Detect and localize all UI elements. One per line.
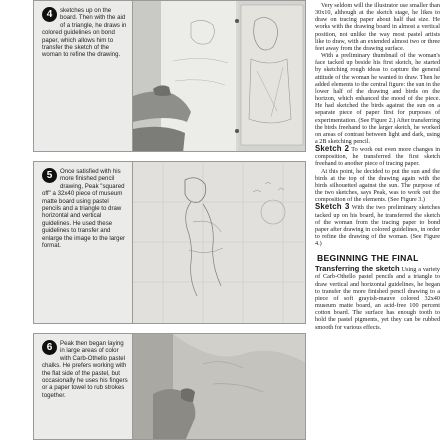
step-4-panel (33, 0, 306, 152)
step-5-caption: Once satisfied with his more finished pencil drawing, Peak "squared off" a 32x40 piece of museum matte board using pastel pencils and a triangle to draw horizontal and vertical guidelines. He used these guidelines to transfer and enlarge the image to the larger format. (42, 168, 125, 250)
pastel-application-photo (133, 334, 305, 439)
step-4-caption-box (34, 1, 132, 151)
sketch-2-paragraph (315, 145, 440, 167)
gridded-matte-board-drawing (133, 162, 305, 323)
body-paragraph-2: With a preliminary thumbnail of the woman's face tacked up beside his first sketch, he started by sketching rough ideas to capture the general attitude of the woman he wanted to draw. Then he added elements to the central figure: the sun in the lower half of the drawing and birds on the horizon, which enhanced the mood of the piece. He had sketched the birds against the sun on a separate piece of paper first for purposes of experimentation. (See Figure 2.) After transferring the birds freehand to the larger sketch, he worked on areas of contrast between light and dark, using a 2B sketching pencil. (315, 52, 440, 145)
step-6-caption: Peak then began laying in large areas of color with Carb-Othello pastel chalks. He prefers working with the flat side of the pastel, but occasionally he uses his fingers or a paper towel to rub strokes together. (42, 340, 128, 399)
article-text-column (313, 0, 440, 440)
step-5-panel (33, 161, 306, 324)
sketch-3-text: With the two preliminary sketches tacked up on his board, he transferred the sketch of the woman from the tracing paper to bond paper after drawing in colored guidelines, in order to refine the drawing of the woman. (See Figure 4.) (315, 204, 440, 248)
step-6-panel (33, 333, 306, 440)
sketch-3-paragraph (315, 203, 440, 247)
section-heading: BEGINNING THE FINAL (317, 253, 419, 264)
step-4-photo (132, 1, 305, 151)
step-6-photo (132, 334, 305, 439)
artist-pinning-sketch-illustration (133, 1, 305, 151)
sketch-2-label: Sketch 2 (315, 144, 350, 154)
body-paragraph-1: Very seldom will the illustrator use smaller than 30x10, although at the sketch stage, he likes to draw on tracing paper about half that size. He works with the drawing board in almost a vertical position, not unlike the way most pastel artists like to draw, with an extended almost two or three feet away from the drawing surface. (315, 2, 440, 52)
transfer-text: Using a variety of Carb-Othello pastel pencils and a triangle to draw vertical and horizontal guidelines, he began to transfer the more finished pencil drawing to a piece of soft grayish-mauve colored 32x40 museum matte board, an acid-free 100 percent cotton board. The surface has enough tooth to hold the pastel pigments, yet they can be rubbed smooth for various effects. (315, 266, 440, 331)
step-4-number-badge: 4 (42, 7, 57, 22)
step-5-photo (132, 162, 305, 323)
step-6-number-badge: 6 (42, 340, 57, 355)
step-6-caption-box (34, 334, 132, 439)
transfer-label: Transferring the sketch (315, 264, 400, 274)
step-5-number-badge: 5 (42, 168, 57, 183)
sketch-2-text: To work out even more changes in composition, he transferred the first sketch freehand to another piece of tracing paper. (315, 146, 440, 168)
sketch-3-label: Sketch 3 (315, 202, 350, 212)
body-paragraph-3: At this point, he decided to put the sun and the birds at the top of the drawing again with the birds silhouetted against the sun. The purpose of the two sketches, says Peak, was to work out the composition of the elements. (See Figure 3.) (315, 167, 440, 204)
transfer-paragraph (315, 265, 440, 330)
step-5-caption-box (34, 162, 132, 323)
step-4-caption: sketches up on the board. Then with the aid of a triangle, he draws in colored guidelines on bond paper, which allows him to transfer the sketch of the woman to refine the drawing. (42, 7, 127, 59)
